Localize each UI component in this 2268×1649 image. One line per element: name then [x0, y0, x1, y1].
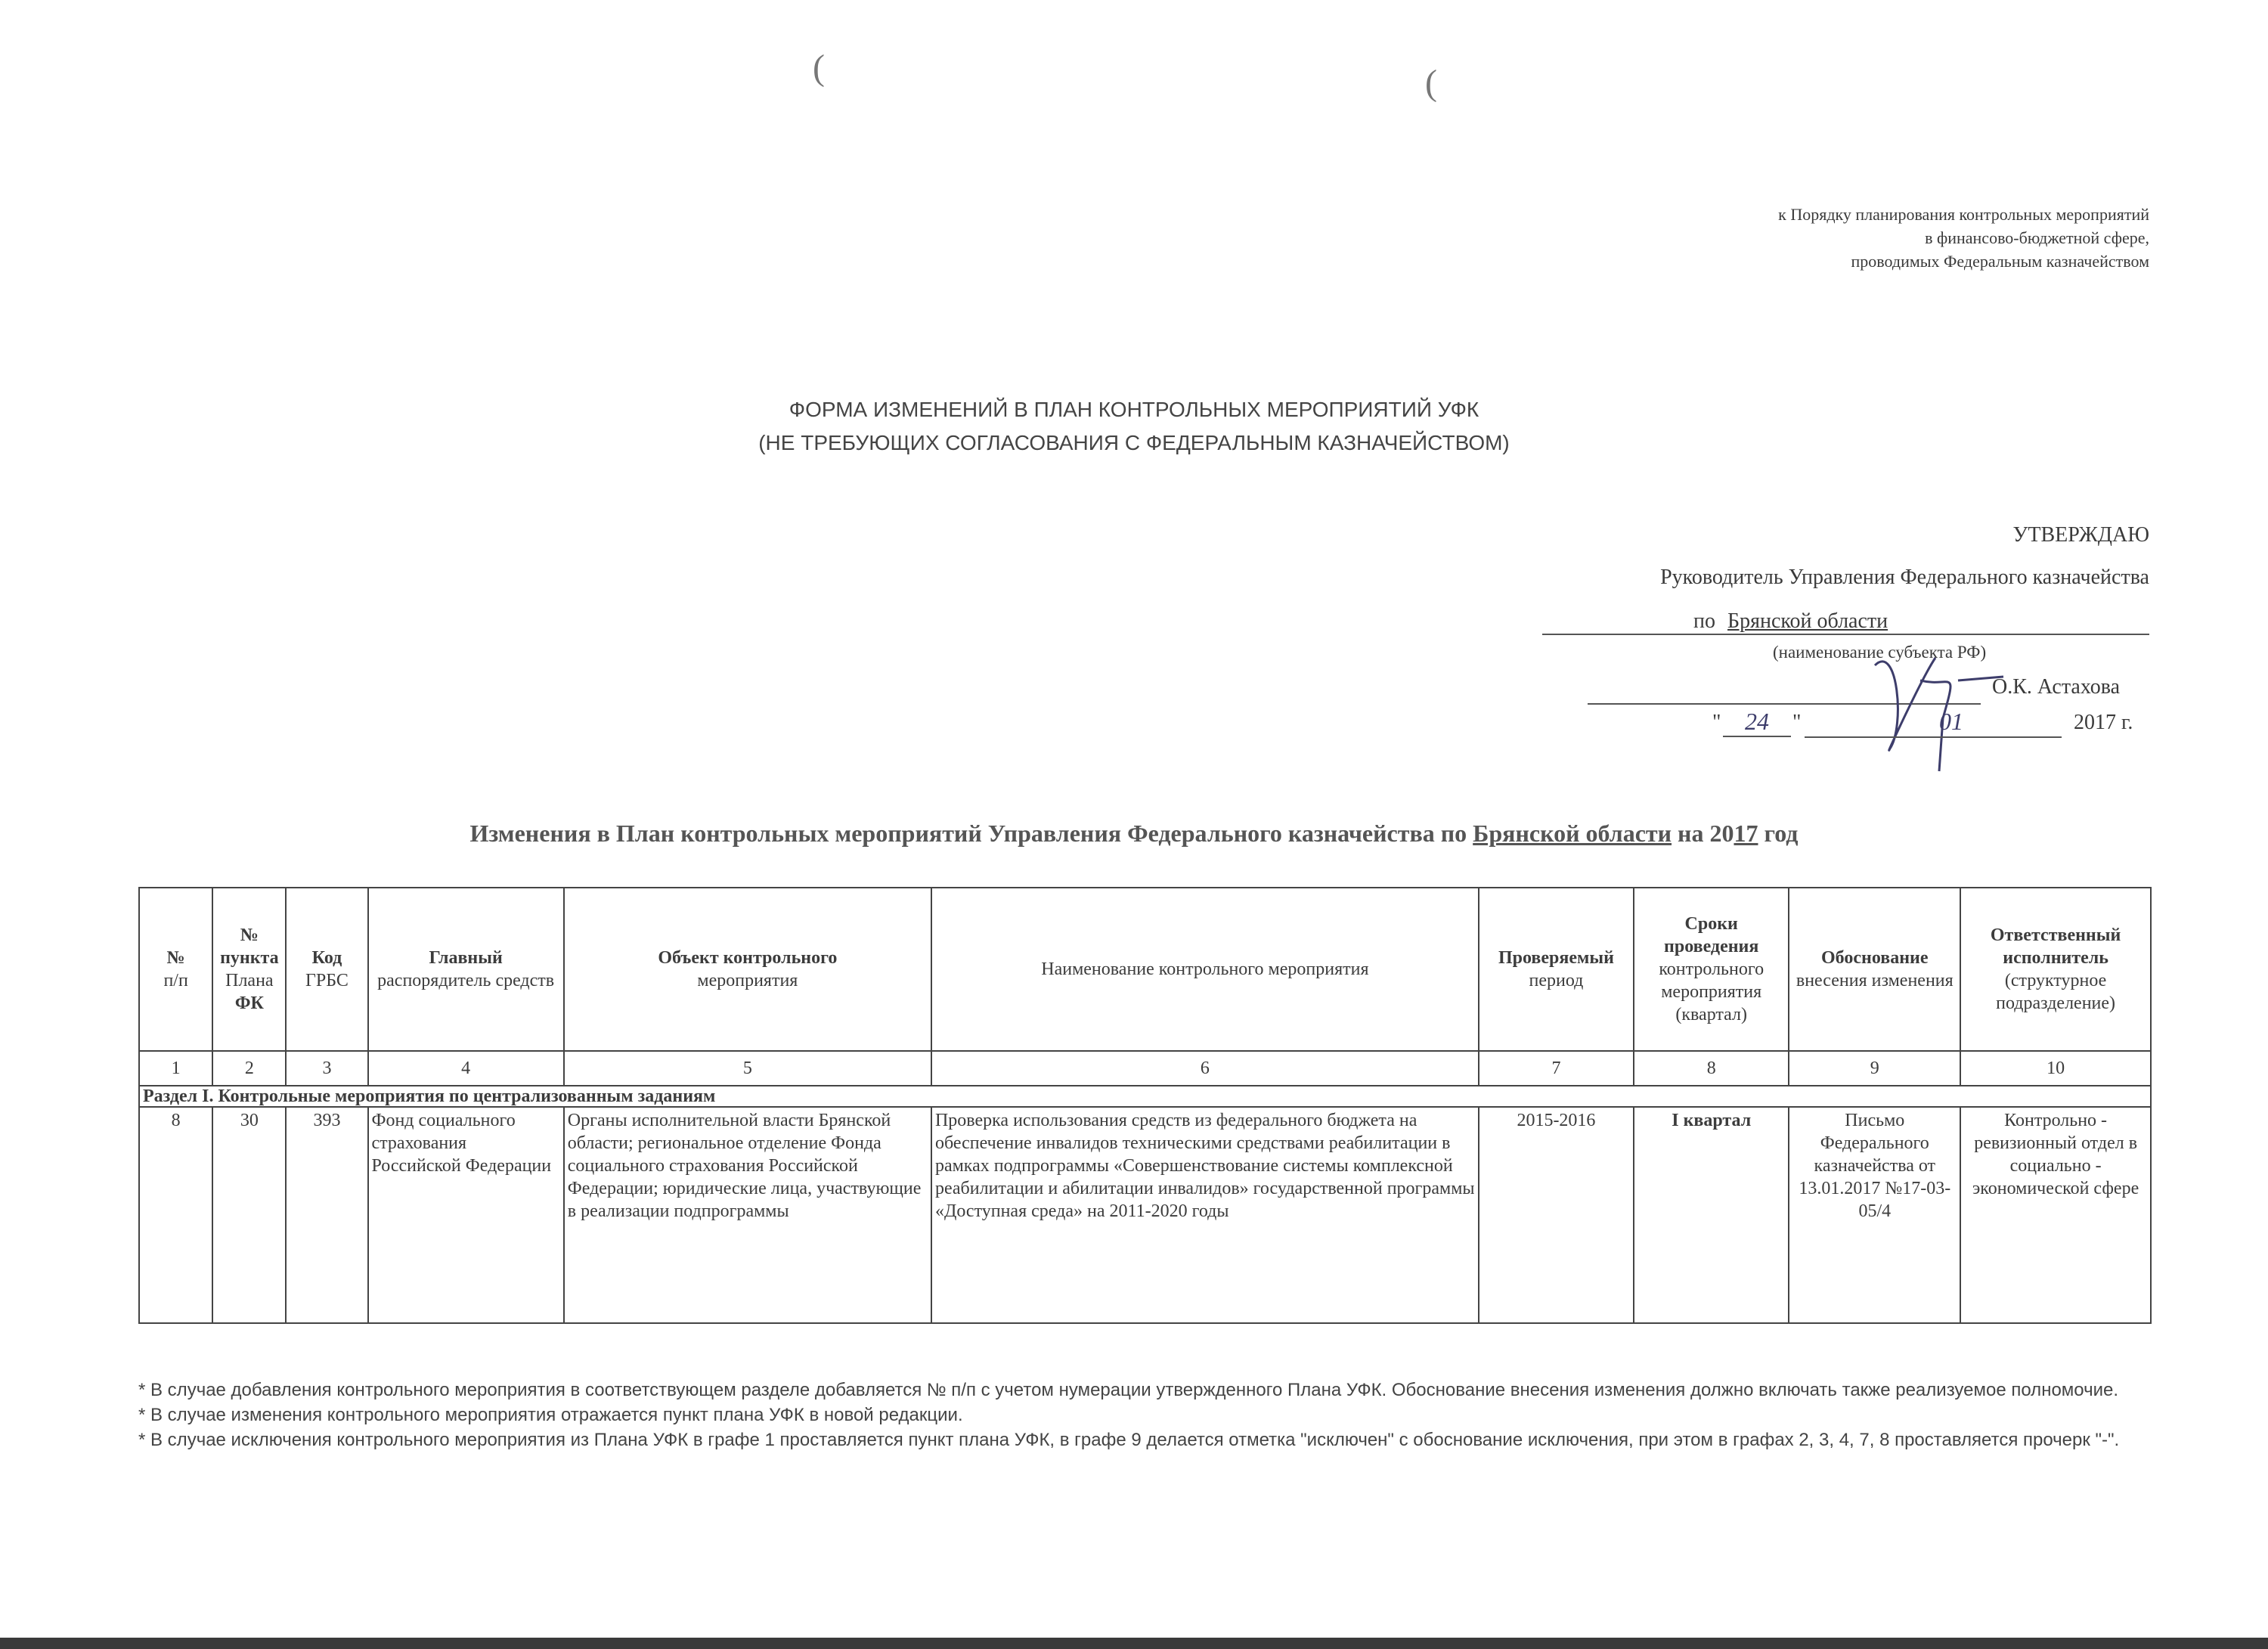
date-month: 01: [1939, 708, 1963, 735]
column-number: 5: [564, 1051, 931, 1086]
cell-quarter: I квартал: [1634, 1107, 1789, 1323]
section-title: Раздел I. Контрольные мероприятия по централизованным заданиям: [139, 1086, 2151, 1107]
cell-plan-item: 30: [212, 1107, 286, 1323]
annex-line-1: к Порядку планирования контрольных мероприятий: [1778, 205, 2149, 224]
column-number: 2: [212, 1051, 286, 1086]
column-number: 6: [931, 1051, 1479, 1086]
date-quote-open: ": [1712, 711, 1721, 734]
cell-grbs-code: 393: [286, 1107, 367, 1323]
date-month-line: [1805, 736, 2062, 738]
column-number: 8: [1634, 1051, 1789, 1086]
column-number: 4: [368, 1051, 564, 1086]
caption-year-suffix: 17: [1734, 820, 1758, 847]
caption-prefix: Изменения в План контрольных мероприятий Управления Федерального казначейства по: [469, 820, 1467, 847]
table-caption: [0, 820, 2268, 848]
header-col-1: № п/п: [139, 888, 212, 1051]
subject-name: Брянской области: [1727, 609, 1888, 633]
cell-basis: Письмо Федерального казначейства от 13.01.2017 №17-03-05/4: [1789, 1107, 1960, 1323]
caption-mid: на 20: [1678, 820, 1734, 847]
approver-position: Руководитель Управления Федерального казначейства: [1660, 566, 2149, 589]
header-col-4: Главный распорядитель средств: [368, 888, 564, 1051]
column-number: 1: [139, 1051, 212, 1086]
cell-period: 2015-2016: [1479, 1107, 1634, 1323]
footnote-1: * В случае добавления контрольного мероприятия в соответствующем разделе добавляется № п/п с учетом нумерации утвержденного Плана УФК. Обоснование внесения изменения должно включать также реализуемое полномочие.: [138, 1380, 2119, 1400]
subject-hint: (наименование субъекта РФ): [1773, 643, 1987, 662]
column-number: 10: [1960, 1051, 2151, 1086]
header-col-3: Код ГРБС: [286, 888, 367, 1051]
form-title-line-1: ФОРМА ИЗМЕНЕНИЙ В ПЛАН КОНТРОЛЬНЫХ МЕРОПРИЯТИЙ УФК: [789, 398, 1479, 421]
approve-word: УТВЕРЖДАЮ: [2012, 523, 2149, 547]
cell-main-manager: Фонд социального страхования Российской Федерации: [368, 1107, 564, 1323]
header-row: [139, 888, 2151, 1051]
footnote-3: * В случае исключения контрольного мероприятия из Плана УФК в графе 1 проставляется пункт плана УФК, в графе 9 делается отметка "исключен" с обоснование исключения, при этом в графах 2, 3, 4, 7, 8 проставляется прочерк "-".: [138, 1430, 2120, 1450]
table-row: [139, 1107, 2151, 1323]
signer-name: О.К. Астахова: [1992, 675, 2121, 699]
scan-edge: [0, 1638, 2268, 1649]
header-col-5: Объект контрольного мероприятия: [564, 888, 931, 1051]
date-day: 24: [1723, 708, 1791, 737]
scan-mark-right: (: [1425, 63, 1437, 103]
header-col-6: Наименование контрольного мероприятия: [931, 888, 1479, 1051]
footnotes: [138, 1378, 2149, 1452]
annex-reference: [1778, 203, 2149, 273]
column-number-row: [139, 1051, 2151, 1086]
changes-table: [138, 887, 2152, 1324]
column-number: 7: [1479, 1051, 1634, 1086]
date-quote-close: ": [1792, 711, 1802, 734]
approval-block: [1469, 522, 2149, 591]
column-number: 9: [1789, 1051, 1960, 1086]
header-col-9: Обоснование внесения изменения: [1789, 888, 1960, 1051]
cell-object: Органы исполнительной власти Брянской области; региональное отделение Фонда социального страхования Российской Федерации; юридические лица, участвующие в реализации подпрограммы: [564, 1107, 931, 1323]
form-title-line-2: (НЕ ТРЕБУЮЩИХ СОГЛАСОВАНИЯ С ФЕДЕРАЛЬНЫМ КАЗНАЧЕЙСТВОМ): [758, 431, 1510, 454]
caption-suffix: год: [1764, 820, 1799, 847]
approval-date: [1712, 708, 2151, 738]
header-col-10: Ответственный исполнитель (структурное подразделение): [1960, 888, 2151, 1051]
subject-line: [1542, 609, 2149, 635]
header-col-2: № пункта Плана ФК: [212, 888, 286, 1051]
form-title: [0, 393, 2268, 460]
column-number: 3: [286, 1051, 367, 1086]
subject-prefix: по: [1693, 609, 1715, 633]
header-col-8: Сроки проведения контрольного мероприятия (квартал): [1634, 888, 1789, 1051]
annex-line-3: проводимых Федеральным казначейством: [1851, 252, 2149, 271]
header-col-7: Проверяемый период: [1479, 888, 1634, 1051]
cell-event-name: Проверка использования средств из федерального бюджета на обеспечение инвалидов техническими средствами реабилитации в рамках подпрограммы «Совершенствование системы комплексной реабилитации и абилитации инвалидов» государственной программы «Доступная среда» на 2011-2020 годы: [931, 1107, 1479, 1323]
scan-mark-left: (: [813, 48, 825, 88]
footnote-2: * В случае изменения контрольного мероприятия отражается пункт плана УФК в новой редакции.: [138, 1405, 963, 1425]
annex-line-2: в финансово-бюджетной сфере,: [1925, 228, 2149, 247]
caption-region: Брянской области: [1473, 820, 1672, 847]
section-row: [139, 1086, 2151, 1107]
date-year: 2017 г.: [2074, 711, 2133, 734]
cell-num: 8: [139, 1107, 212, 1323]
cell-executor: Контрольно - ревизионный отдел в социально - экономической сфере: [1960, 1107, 2151, 1323]
